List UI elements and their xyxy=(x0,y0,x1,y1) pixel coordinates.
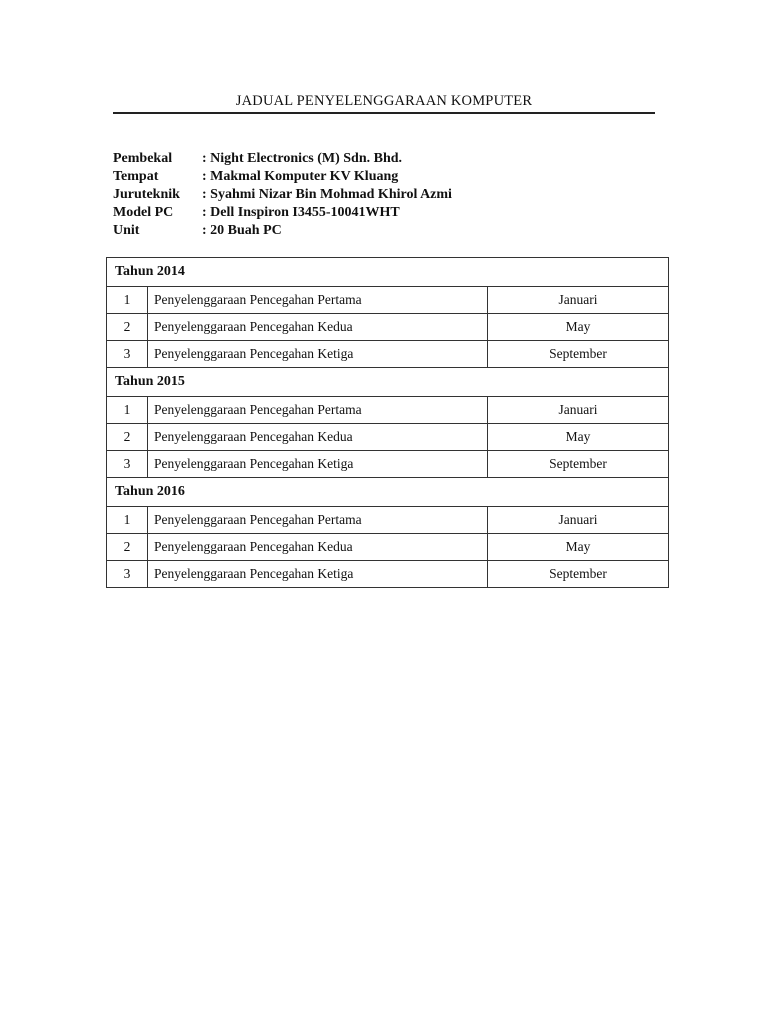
info-value: : Syahmi Nizar Bin Mohmad Khirol Azmi xyxy=(202,187,452,202)
item-description: Penyelenggaraan Pencegahan Ketiga xyxy=(148,561,488,588)
item-number: 3 xyxy=(107,451,148,478)
table-row xyxy=(107,561,669,588)
info-value: : Dell Inspiron I3455-10041WHT xyxy=(202,205,400,220)
table-row xyxy=(107,341,669,368)
item-month: September xyxy=(488,451,669,478)
item-number: 2 xyxy=(107,534,148,561)
info-row-tempat xyxy=(113,168,452,186)
table-row xyxy=(107,424,669,451)
item-number: 3 xyxy=(107,561,148,588)
year-header-row xyxy=(107,478,669,507)
item-number: 1 xyxy=(107,397,148,424)
item-description: Penyelenggaraan Pencegahan Ketiga xyxy=(148,341,488,368)
title-underline xyxy=(113,112,655,114)
info-row-model-pc xyxy=(113,204,452,222)
table-row xyxy=(107,534,669,561)
item-number: 3 xyxy=(107,341,148,368)
maintenance-schedule-table xyxy=(106,257,669,588)
year-label: Tahun 2016 xyxy=(107,478,669,507)
item-number: 1 xyxy=(107,507,148,534)
info-row-juruteknik xyxy=(113,186,452,204)
item-description: Penyelenggaraan Pencegahan Kedua xyxy=(148,424,488,451)
item-description: Penyelenggaraan Pencegahan Kedua xyxy=(148,314,488,341)
info-label: Tempat xyxy=(113,169,159,184)
item-month: May xyxy=(488,424,669,451)
year-label: Tahun 2015 xyxy=(107,368,669,397)
item-month: Januari xyxy=(488,397,669,424)
info-label: Juruteknik xyxy=(113,187,180,202)
item-number: 1 xyxy=(107,287,148,314)
table-row xyxy=(107,397,669,424)
item-description: Penyelenggaraan Pencegahan Pertama xyxy=(148,507,488,534)
item-description: Penyelenggaraan Pencegahan Ketiga xyxy=(148,451,488,478)
info-row-unit xyxy=(113,222,452,240)
info-value: : Night Electronics (M) Sdn. Bhd. xyxy=(202,151,403,166)
table-row xyxy=(107,451,669,478)
table-row xyxy=(107,287,669,314)
item-description: Penyelenggaraan Pencegahan Pertama xyxy=(148,397,488,424)
table-row xyxy=(107,507,669,534)
info-label: Model PC xyxy=(113,205,174,220)
info-label: Pembekal xyxy=(113,151,173,166)
year-label: Tahun 2014 xyxy=(107,258,669,287)
info-value: : 20 Buah PC xyxy=(202,223,282,238)
info-block xyxy=(113,150,452,240)
item-month: Januari xyxy=(488,287,669,314)
year-header-row xyxy=(107,258,669,287)
info-label: Unit xyxy=(113,223,140,238)
item-number: 2 xyxy=(107,424,148,451)
item-month: May xyxy=(488,314,669,341)
table-row xyxy=(107,314,669,341)
item-month: September xyxy=(488,561,669,588)
item-description: Penyelenggaraan Pencegahan Pertama xyxy=(148,287,488,314)
document-title: JADUAL PENYELENGGARAAN KOMPUTER xyxy=(235,93,533,109)
item-month: May xyxy=(488,534,669,561)
item-month: September xyxy=(488,341,669,368)
info-value: : Makmal Komputer KV Kluang xyxy=(202,169,399,184)
item-number: 2 xyxy=(107,314,148,341)
item-description: Penyelenggaraan Pencegahan Kedua xyxy=(148,534,488,561)
item-month: Januari xyxy=(488,507,669,534)
info-row-pembekal xyxy=(113,150,452,168)
year-header-row xyxy=(107,368,669,397)
